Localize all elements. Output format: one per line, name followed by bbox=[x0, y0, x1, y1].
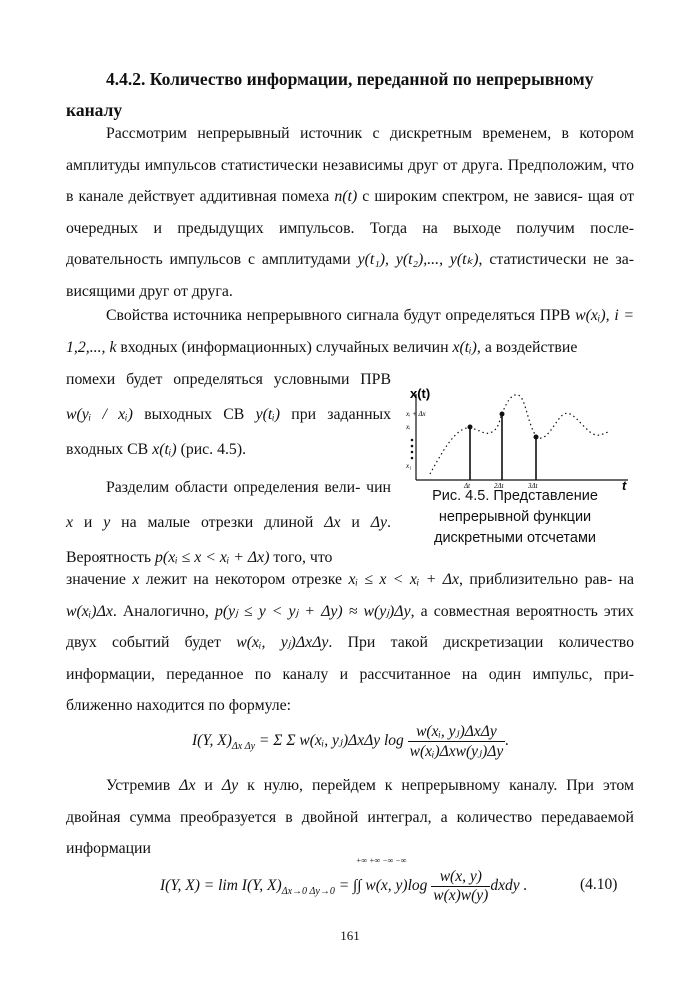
f1-end: . bbox=[505, 732, 510, 750]
p3-dy: Δy bbox=[370, 514, 388, 531]
p4-x: x bbox=[132, 571, 140, 588]
p5-t4: к нулю, перейдем к непрерывному каналу. При этом bbox=[247, 777, 635, 794]
f1-numerator: w(xᵢ, yⱼ)ΔxΔy bbox=[408, 722, 506, 742]
figure-caption: Рис. 4.5. Представление непрерывной функции дискретными отсчетами bbox=[432, 488, 598, 546]
p4-t4: , приблизительно рав- bbox=[459, 571, 613, 588]
tick-x-1: Δt bbox=[464, 482, 471, 490]
sample-point-3 bbox=[534, 435, 539, 440]
section-heading bbox=[66, 64, 634, 126]
p3-and2: и bbox=[351, 514, 360, 531]
p3-text-c2: . Вероятность bbox=[66, 514, 391, 566]
p4-joint: w(xᵢ, yⱼ)ΔxΔy bbox=[236, 634, 329, 651]
signal-curve bbox=[430, 395, 608, 474]
p5-t6: информации bbox=[66, 840, 151, 857]
p2-text-d-end: при заданных bbox=[291, 406, 392, 423]
p4-t14: ближенно находится по формуле: bbox=[66, 697, 292, 714]
p2-math-d: w(yᵢ / xᵢ) bbox=[66, 406, 133, 423]
p3-prob-math: p(xᵢ ≤ x < xᵢ + Δx) bbox=[155, 549, 270, 566]
p3-x: x bbox=[66, 514, 74, 531]
p2-text-d: выходных СВ bbox=[144, 406, 245, 423]
p1-line-2: амплитуды импульсов статистически независимы друг от друга. Предположим, bbox=[66, 156, 607, 174]
p2-math-d2: y(tᵢ) bbox=[255, 406, 281, 423]
p4-t9: , а совместная вероятность bbox=[410, 602, 598, 620]
f2-denominator: w(x)w(y) bbox=[433, 887, 489, 904]
paragraph-1 bbox=[66, 118, 634, 307]
f1-mid: = Σ Σ w(xᵢ, yⱼ)ΔxΔy log bbox=[258, 732, 404, 750]
tick-dot bbox=[411, 439, 414, 442]
p1-line-1: Рассмотрим непрерывный источник с дискретным временем, в котором bbox=[106, 125, 634, 142]
p2-math-a: w(xᵢ), bbox=[575, 307, 610, 324]
paragraph-4 bbox=[66, 564, 634, 722]
f1-sub: Δx Δy bbox=[231, 741, 256, 753]
p4-wdx: w(xᵢ)Δx bbox=[66, 602, 113, 620]
p2-math-b2: x(tᵢ) bbox=[452, 338, 477, 356]
amplitudes-math: y(t₁), y(t₂),..., y(tₖ) bbox=[357, 251, 479, 268]
equation-number: (4.10) bbox=[580, 876, 618, 893]
formula-2 bbox=[160, 856, 528, 905]
p4-t13: информации, переданное по каналу и рассчитанное на один импульс, при- bbox=[66, 665, 634, 683]
p5-dx: Δx bbox=[179, 777, 196, 794]
p3-dx: Δx bbox=[324, 514, 341, 531]
tick-x-3: 3Δt bbox=[528, 482, 538, 490]
p1-text-5: щая от очередных и предыдущих импульсов. Тогда на выходе получим после- bbox=[66, 188, 634, 237]
p4-t2: лежит на некотором отрезке bbox=[145, 571, 343, 588]
p5-dy: Δy bbox=[221, 777, 239, 794]
p3-text-b1: чин bbox=[366, 479, 391, 496]
f2-limit-sub: Δx→0 Δy→0 bbox=[281, 886, 335, 898]
f2-mid: = ∫∫ w(x, y)log bbox=[338, 877, 428, 895]
f2-numerator: w(x, y) bbox=[431, 868, 490, 887]
p2-math-e: x(tᵢ) bbox=[152, 441, 177, 458]
tick-y-3: x₁ bbox=[406, 462, 412, 470]
formula-1 bbox=[192, 722, 509, 761]
p5-t0: Устремив bbox=[106, 777, 171, 794]
f2-end: dxdy . bbox=[490, 877, 528, 895]
heading-line-1: 4.4.2. Количество информации, переданной по непрерывному bbox=[106, 69, 594, 89]
heading-line-2: каналу bbox=[66, 100, 123, 120]
p2-text-e-end: (рис. 4.5). bbox=[180, 441, 247, 458]
tick-y-2: xᵢ bbox=[406, 423, 411, 431]
p3-y: y bbox=[103, 514, 111, 531]
f2-lhs: I(Y, X) = lim I(Y, X) bbox=[160, 877, 282, 895]
f2-integral-limits: +∞ +∞ −∞ −∞ bbox=[356, 856, 407, 865]
figure-xlabel: t bbox=[622, 478, 627, 493]
paragraph-3 bbox=[66, 470, 391, 575]
p2-math-b1: i = 1,2,..., k bbox=[66, 307, 635, 356]
tick-y-1: xᵢ + Δx bbox=[406, 410, 426, 418]
p3-and: и bbox=[83, 514, 93, 531]
p5-t5: двойная сумма преобразуется в двойной интеграл, а количество передаваемой bbox=[66, 808, 634, 826]
p3-text-b2: на малые отрезки длиной bbox=[121, 514, 314, 531]
p4-interval: xᵢ ≤ x < xᵢ + Δx bbox=[348, 571, 460, 588]
p3-text-c3: того, что bbox=[273, 549, 333, 566]
p1-text-3: что в канале действует аддитивная помеха bbox=[66, 156, 634, 205]
p2-text-c: помехи будет определяться условными ПРВ bbox=[66, 371, 391, 388]
sample-point-1 bbox=[468, 425, 473, 430]
p2-text-e: входных СВ bbox=[66, 441, 149, 458]
p1-text-8: , статистически не за- bbox=[478, 251, 635, 268]
tick-x-2: 2Δt bbox=[494, 482, 504, 490]
p2-text-a: Свойства источника непрерывного сигнала будут определяться ПРВ bbox=[106, 307, 571, 324]
f2-fraction bbox=[431, 868, 490, 905]
tick-dot bbox=[411, 457, 414, 460]
p4-t12: . При такой дискретизации количество bbox=[328, 634, 634, 651]
p4-t10: этих двух событий будет bbox=[66, 602, 634, 651]
page-number: 161 bbox=[340, 928, 360, 943]
paragraph-2 bbox=[66, 300, 634, 363]
p1-text-9: висящими друг от друга. bbox=[66, 282, 233, 300]
p4-t0: значение bbox=[66, 571, 126, 588]
paragraph-2-continued bbox=[66, 362, 391, 467]
p1-text-4: с широким спектром, не завися- bbox=[362, 188, 583, 205]
p5-and: и bbox=[204, 777, 213, 794]
figure-ylabel: x(t) bbox=[410, 386, 431, 401]
p1-text-6: довательность импульсов с амплитудами bbox=[66, 251, 351, 268]
f1-fraction bbox=[408, 722, 506, 761]
p3-text-a: Разделим области определения вели- bbox=[106, 479, 361, 496]
f1-denominator: w(xᵢ)Δxw(yⱼ)Δy bbox=[409, 743, 504, 760]
sample-point-2 bbox=[500, 412, 505, 417]
f1-lhs: I(Y, X) bbox=[192, 732, 232, 750]
noise-symbol: n(t) bbox=[334, 188, 358, 205]
p4-py: p(yⱼ ≤ y < yⱼ + Δy) ≈ w(yⱼ)Δy bbox=[214, 602, 411, 620]
tick-dot bbox=[411, 451, 414, 454]
paragraph-5 bbox=[66, 770, 634, 865]
tick-dot bbox=[411, 445, 414, 448]
p4-t7: . Аналогично, bbox=[112, 602, 209, 620]
p2-text-b-end: , а воздействие bbox=[476, 338, 578, 356]
p2-text-b: входных (информационных) случайных величин bbox=[120, 338, 449, 356]
p4-t5: на bbox=[618, 571, 635, 588]
